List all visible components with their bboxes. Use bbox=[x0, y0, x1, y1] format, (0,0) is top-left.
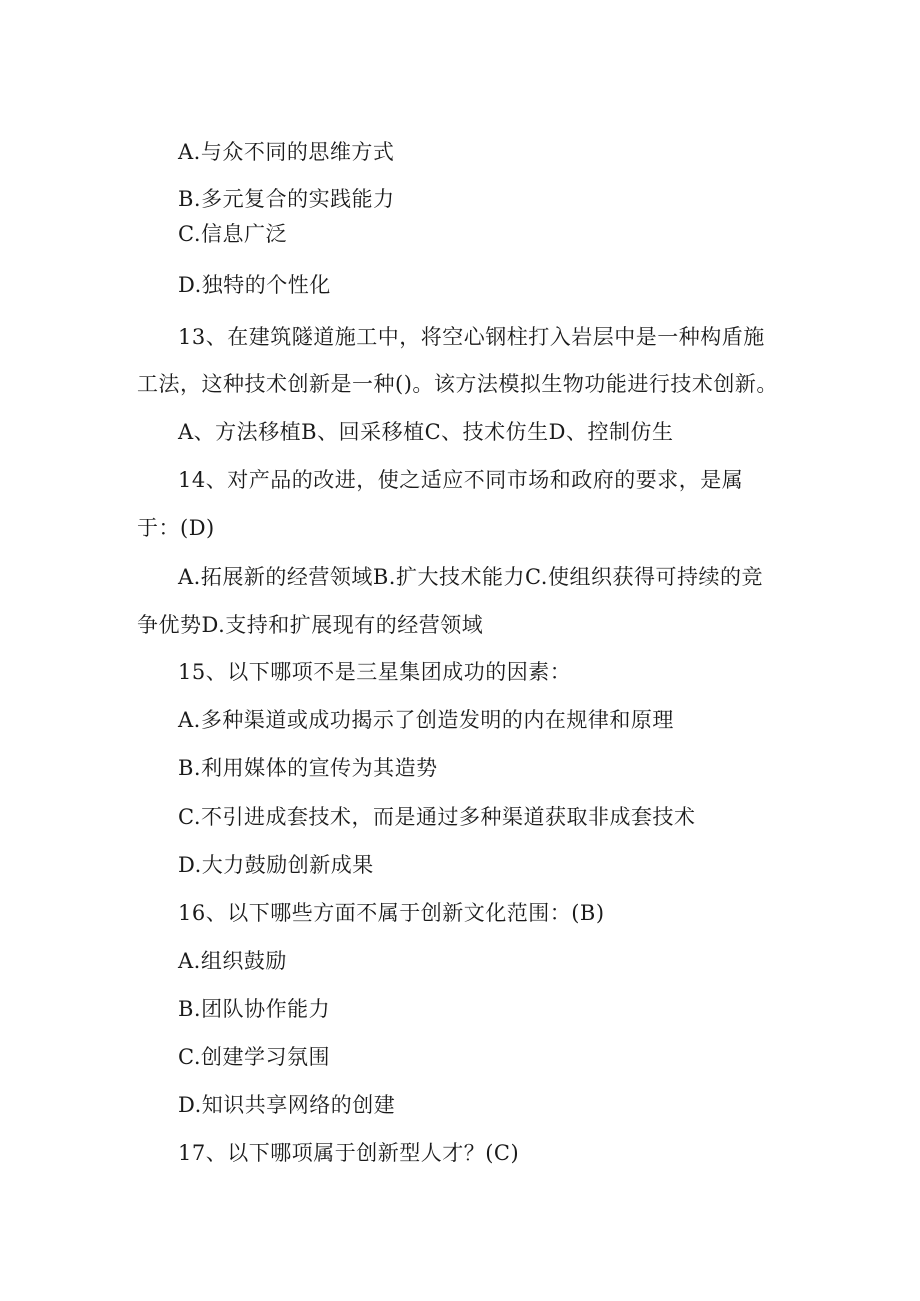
question-15-option-b: B.利用媒体的宣传为其造势 bbox=[178, 756, 438, 780]
question-15-option-c: C.不引进成套技术，而是通过多种渠道获取非成套技术 bbox=[178, 805, 696, 829]
question-13-line-1: 13、在建筑隧道施工中，将空心钢柱打入岩层中是一种构盾施 bbox=[178, 325, 765, 349]
option-d-line: D.独特的个性化 bbox=[178, 273, 331, 297]
question-15-option-d: D.大力鼓励创新成果 bbox=[178, 853, 374, 877]
question-16-option-d: D.知识共享网络的创建 bbox=[178, 1093, 396, 1117]
question-15-line: 15、以下哪项不是三星集团成功的因素： bbox=[178, 660, 572, 684]
question-14-options-line-2: 争优势D.支持和扩展现有的经营领域 bbox=[137, 613, 484, 637]
question-14-line-1: 14、对产品的改进，使之适应不同市场和政府的要求，是属 bbox=[178, 468, 744, 492]
question-16-line: 16、以下哪些方面不属于创新文化范围：(B) bbox=[178, 901, 605, 925]
question-16-option-a: A.组织鼓励 bbox=[178, 949, 287, 973]
option-c-line: C.信息广泛 bbox=[178, 222, 287, 246]
question-15-option-a: A.多种渠道或成功揭示了创造发明的内在规律和原理 bbox=[178, 708, 674, 732]
question-16-option-b: B.团队协作能力 bbox=[178, 997, 331, 1021]
option-a-line: A.与众不同的思维方式 bbox=[178, 140, 395, 164]
option-b-line: B.多元复合的实践能力 bbox=[178, 187, 395, 211]
question-13-options: A、方法移植B、回采移植C、技术仿生D、控制仿生 bbox=[178, 420, 674, 444]
question-13-line-2: 工法，这种技术创新是一种()。该方法模拟生物功能进行技术创新。 bbox=[137, 372, 778, 396]
question-16-option-c: C.创建学习氛围 bbox=[178, 1045, 330, 1069]
question-17-line: 17、以下哪项属于创新型人才？(C) bbox=[178, 1141, 520, 1165]
question-14-line-2: 于：(D) bbox=[137, 516, 215, 540]
question-14-options-line-1: A.拓展新的经营领域B.扩大技术能力C.使组织获得可持续的竞 bbox=[178, 565, 763, 589]
